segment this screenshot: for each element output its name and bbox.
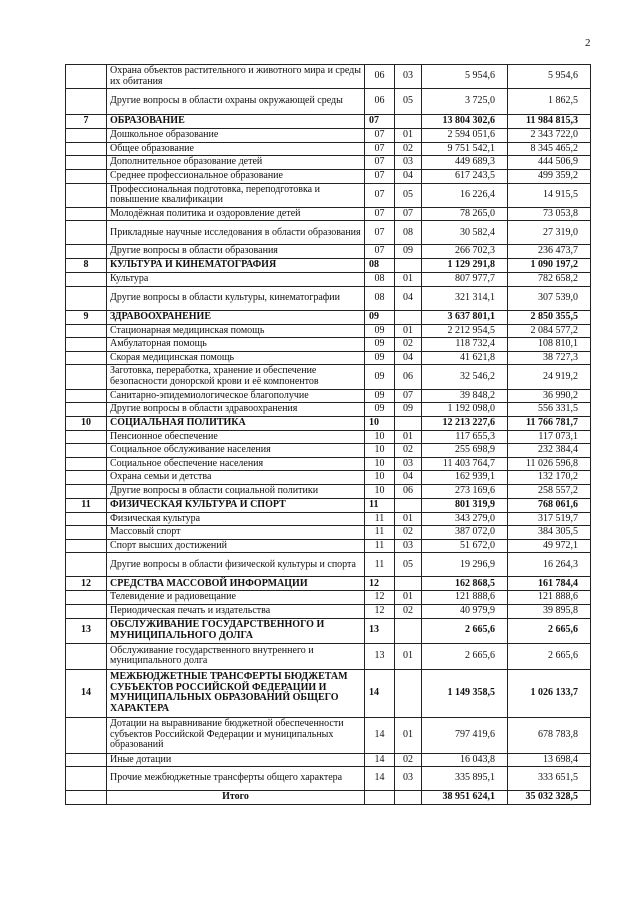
row-name-cell: Среднее профессиональное образование [107, 169, 365, 183]
row-name-cell: Прочие межбюджетные трансферты общего характера [107, 767, 365, 791]
row-subsection-cell: 01 [395, 430, 422, 444]
row-value-1-cell: 30 582,4 [422, 221, 508, 245]
row-subsection-cell: 02 [395, 338, 422, 352]
row-subsection-cell [395, 498, 422, 512]
row-name-cell: ОБРАЗОВАНИЕ [107, 115, 365, 129]
row-name-cell: Телевидение и радиовещание [107, 591, 365, 605]
table-row [66, 539, 591, 553]
table-row [66, 351, 591, 365]
table-row [66, 485, 591, 499]
row-section-cell: 09 [365, 324, 395, 338]
row-name-cell: ФИЗИЧЕСКАЯ КУЛЬТУРА И СПОРТ [107, 498, 365, 512]
row-value-2-cell: 444 506,9 [508, 156, 591, 170]
row-subsection-cell: 01 [395, 272, 422, 286]
row-value-2-cell: 556 331,5 [508, 403, 591, 417]
row-value-1-cell: 19 296,9 [422, 553, 508, 577]
row-number-cell: 8 [66, 258, 107, 272]
row-number-cell: 14 [66, 669, 107, 717]
row-section-cell: 09 [365, 365, 395, 389]
row-section-cell: 10 [365, 457, 395, 471]
row-section-cell: 10 [365, 416, 395, 430]
row-number-cell [66, 591, 107, 605]
row-value-2-cell: 1 026 133,7 [508, 669, 591, 717]
row-value-2-cell: 1 862,5 [508, 89, 591, 115]
table-row [66, 156, 591, 170]
table-body [66, 65, 591, 805]
section-row [66, 498, 591, 512]
row-value-2-cell: 8 345 465,2 [508, 142, 591, 156]
row-value-1-cell: 1 129 291,8 [422, 258, 508, 272]
table-row [66, 129, 591, 143]
row-value-1-cell: 40 979,9 [422, 605, 508, 619]
row-section-cell: 14 [365, 669, 395, 717]
row-name-cell: Охрана семьи и детства [107, 471, 365, 485]
row-name-cell: МЕЖБЮДЖЕТНЫЕ ТРАНСФЕРТЫ БЮДЖЕТАМ СУБЪЕКТОВ РОССИЙСКОЙ ФЕДЕРАЦИИ И МУНИЦИПАЛЬНЫХ ОБРАЗОВАНИЙ ОБЩЕГО ХАРАКТЕРА [107, 669, 365, 717]
row-subsection-cell: 01 [395, 643, 422, 669]
table-row [66, 65, 591, 89]
row-section-cell: 07 [365, 207, 395, 221]
row-value-2-cell: 2 343 722,0 [508, 129, 591, 143]
row-value-2-cell: 132 170,2 [508, 471, 591, 485]
row-section-cell: 12 [365, 605, 395, 619]
row-value-1-cell: 51 672,0 [422, 539, 508, 553]
row-value-2-cell: 11 026 596,8 [508, 457, 591, 471]
row-section-cell: 06 [365, 89, 395, 115]
row-value-2-cell: 236 473,7 [508, 245, 591, 259]
row-name-cell: Другие вопросы в области охраны окружающей среды [107, 89, 365, 115]
row-value-2-cell: 39 895,8 [508, 605, 591, 619]
row-name-cell: Социальное обеспечение населения [107, 457, 365, 471]
table-row [66, 365, 591, 389]
row-number-cell [66, 183, 107, 207]
row-section-cell: 06 [365, 65, 395, 89]
row-subsection-cell: 06 [395, 365, 422, 389]
table-row [66, 142, 591, 156]
row-section-cell: 13 [365, 643, 395, 669]
row-subsection-cell: 01 [395, 591, 422, 605]
row-name-cell: Социальное обслуживание населения [107, 444, 365, 458]
row-number-cell [66, 403, 107, 417]
row-subsection-cell: 01 [395, 717, 422, 753]
row-name-cell: Охрана объектов растительного и животного мира и среды их обитания [107, 65, 365, 89]
table-row [66, 767, 591, 791]
total-row [66, 791, 591, 805]
row-name-cell: Другие вопросы в области образования [107, 245, 365, 259]
row-number-cell: 13 [66, 618, 107, 643]
row-subsection-cell: 04 [395, 351, 422, 365]
row-subsection-cell: 05 [395, 89, 422, 115]
row-section-cell: 11 [365, 539, 395, 553]
row-value-1-cell: 162 939,1 [422, 471, 508, 485]
row-name-cell: Санитарно-эпидемиологическое благополучие [107, 389, 365, 403]
section-row [66, 115, 591, 129]
row-value-2-cell: 24 919,2 [508, 365, 591, 389]
row-number-cell [66, 553, 107, 577]
row-section-cell: 11 [365, 498, 395, 512]
row-value-2-cell: 384 305,5 [508, 526, 591, 540]
row-number-cell [66, 65, 107, 89]
row-value-1-cell: 335 895,1 [422, 767, 508, 791]
row-value-1-cell: 16 043,8 [422, 753, 508, 767]
row-number-cell [66, 207, 107, 221]
row-number-cell [66, 169, 107, 183]
row-subsection-cell: 02 [395, 444, 422, 458]
row-subsection-cell [395, 258, 422, 272]
row-number-cell [66, 156, 107, 170]
row-section-cell: 08 [365, 272, 395, 286]
row-number-cell [66, 142, 107, 156]
table-row [66, 457, 591, 471]
row-value-1-cell: 321 314,1 [422, 286, 508, 310]
row-value-1-cell: 1 149 358,5 [422, 669, 508, 717]
row-name-cell: Стационарная медицинская помощь [107, 324, 365, 338]
row-subsection-cell: 08 [395, 221, 422, 245]
row-value-2-cell: 333 651,5 [508, 767, 591, 791]
row-subsection-cell: 07 [395, 207, 422, 221]
row-value-1-cell: 797 419,6 [422, 717, 508, 753]
row-section-cell: 10 [365, 444, 395, 458]
row-value-1-cell: 118 732,4 [422, 338, 508, 352]
table-row [66, 526, 591, 540]
row-number-cell [66, 324, 107, 338]
row-section-cell: 08 [365, 286, 395, 310]
row-name-cell: СРЕДСТВА МАССОВОЙ ИНФОРМАЦИИ [107, 577, 365, 591]
row-section-cell: 09 [365, 351, 395, 365]
row-section-cell: 08 [365, 258, 395, 272]
row-subsection-cell: 09 [395, 245, 422, 259]
row-name-cell: Культура [107, 272, 365, 286]
row-value-2-cell: 2 665,6 [508, 643, 591, 669]
row-subsection-cell: 03 [395, 767, 422, 791]
row-section-cell: 09 [365, 389, 395, 403]
section-row [66, 618, 591, 643]
table-row [66, 207, 591, 221]
row-value-2-cell: 678 783,8 [508, 717, 591, 753]
table-row [66, 89, 591, 115]
row-value-2-cell: 258 557,2 [508, 485, 591, 499]
row-number-cell [66, 365, 107, 389]
row-number-cell [66, 457, 107, 471]
section-row [66, 669, 591, 717]
row-subsection-cell [395, 577, 422, 591]
row-number-cell: 7 [66, 115, 107, 129]
row-value-1-cell: 807 977,7 [422, 272, 508, 286]
table-row [66, 430, 591, 444]
row-value-1-cell: 41 621,8 [422, 351, 508, 365]
row-name-cell: Пенсионное обеспечение [107, 430, 365, 444]
row-section-cell: 14 [365, 717, 395, 753]
row-value-1-cell: 3 637 801,1 [422, 310, 508, 324]
row-section-cell: 10 [365, 430, 395, 444]
total-label: Итого [107, 791, 365, 805]
row-value-2-cell: 38 727,3 [508, 351, 591, 365]
table-row [66, 471, 591, 485]
row-value-2-cell: 232 384,4 [508, 444, 591, 458]
row-subsection-cell [395, 115, 422, 129]
row-value-2-cell: 11 766 781,7 [508, 416, 591, 430]
row-value-1-cell: 78 265,0 [422, 207, 508, 221]
row-number-cell [66, 717, 107, 753]
table-row [66, 389, 591, 403]
total-subsection-cell [395, 791, 422, 805]
row-name-cell: КУЛЬТУРА И КИНЕМАТОГРАФИЯ [107, 258, 365, 272]
row-name-cell: ОБСЛУЖИВАНИЕ ГОСУДАРСТВЕННОГО И МУНИЦИПАЛЬНОГО ДОЛГА [107, 618, 365, 643]
row-number-cell [66, 526, 107, 540]
row-value-2-cell: 768 061,6 [508, 498, 591, 512]
row-section-cell: 09 [365, 338, 395, 352]
row-value-1-cell: 121 888,6 [422, 591, 508, 605]
row-name-cell: Иные дотации [107, 753, 365, 767]
budget-table [65, 64, 591, 805]
row-section-cell: 07 [365, 129, 395, 143]
row-name-cell: Физическая культура [107, 512, 365, 526]
row-subsection-cell: 02 [395, 526, 422, 540]
row-value-2-cell: 161 784,4 [508, 577, 591, 591]
row-subsection-cell: 06 [395, 485, 422, 499]
row-number-cell [66, 338, 107, 352]
row-subsection-cell: 03 [395, 156, 422, 170]
row-number-cell [66, 512, 107, 526]
row-section-cell: 10 [365, 471, 395, 485]
row-name-cell: СОЦИАЛЬНАЯ ПОЛИТИКА [107, 416, 365, 430]
row-value-1-cell: 617 243,5 [422, 169, 508, 183]
row-value-2-cell: 2 850 355,5 [508, 310, 591, 324]
row-value-2-cell: 2 665,6 [508, 618, 591, 643]
row-name-cell: Амбулаторная помощь [107, 338, 365, 352]
row-value-1-cell: 13 804 302,6 [422, 115, 508, 129]
row-value-2-cell: 13 698,4 [508, 753, 591, 767]
row-value-2-cell: 1 090 197,2 [508, 258, 591, 272]
row-number-cell [66, 767, 107, 791]
row-subsection-cell [395, 416, 422, 430]
table-row [66, 221, 591, 245]
row-name-cell: Обслуживание государственного внутреннего и муниципального долга [107, 643, 365, 669]
row-number-cell [66, 605, 107, 619]
row-subsection-cell: 03 [395, 457, 422, 471]
row-number-cell [66, 389, 107, 403]
row-number-cell: 12 [66, 577, 107, 591]
row-number-cell [66, 272, 107, 286]
row-section-cell: 07 [365, 221, 395, 245]
section-row [66, 416, 591, 430]
row-section-cell: 14 [365, 767, 395, 791]
row-value-2-cell: 499 359,2 [508, 169, 591, 183]
row-value-1-cell: 1 192 098,0 [422, 403, 508, 417]
table-row [66, 183, 591, 207]
row-name-cell: Заготовка, переработка, хранение и обеспечение безопасности донорской крови и её компонентов [107, 365, 365, 389]
table-row [66, 169, 591, 183]
row-name-cell: Другие вопросы в области здравоохранения [107, 403, 365, 417]
row-value-2-cell: 14 915,5 [508, 183, 591, 207]
row-value-1-cell: 801 319,9 [422, 498, 508, 512]
row-value-1-cell: 449 689,3 [422, 156, 508, 170]
row-number-cell [66, 89, 107, 115]
section-row [66, 310, 591, 324]
row-subsection-cell: 02 [395, 142, 422, 156]
row-number-cell: 9 [66, 310, 107, 324]
row-value-2-cell: 27 319,0 [508, 221, 591, 245]
row-section-cell: 07 [365, 115, 395, 129]
row-value-2-cell: 73 053,8 [508, 207, 591, 221]
row-number-cell [66, 643, 107, 669]
section-row [66, 577, 591, 591]
row-name-cell: Другие вопросы в области культуры, кинематографии [107, 286, 365, 310]
row-section-cell: 07 [365, 142, 395, 156]
row-subsection-cell: 04 [395, 286, 422, 310]
row-name-cell: Другие вопросы в области социальной политики [107, 485, 365, 499]
row-number-cell [66, 753, 107, 767]
row-value-1-cell: 2 665,6 [422, 618, 508, 643]
row-subsection-cell: 05 [395, 553, 422, 577]
row-name-cell: Периодическая печать и издательства [107, 605, 365, 619]
table-row [66, 286, 591, 310]
total-value-1: 38 951 624,1 [422, 791, 508, 805]
table-row [66, 605, 591, 619]
section-row [66, 258, 591, 272]
table-row [66, 643, 591, 669]
row-subsection-cell: 01 [395, 324, 422, 338]
row-subsection-cell: 09 [395, 403, 422, 417]
row-value-2-cell: 49 972,1 [508, 539, 591, 553]
row-value-1-cell: 343 279,0 [422, 512, 508, 526]
row-section-cell: 09 [365, 403, 395, 417]
table-row [66, 272, 591, 286]
row-value-2-cell: 317 519,7 [508, 512, 591, 526]
total-section-cell [365, 791, 395, 805]
row-value-2-cell: 108 810,1 [508, 338, 591, 352]
row-value-1-cell: 39 848,2 [422, 389, 508, 403]
row-value-2-cell: 2 084 577,2 [508, 324, 591, 338]
row-value-2-cell: 36 990,2 [508, 389, 591, 403]
row-section-cell: 12 [365, 577, 395, 591]
row-value-1-cell: 255 698,9 [422, 444, 508, 458]
page-number: 2 [585, 37, 591, 49]
row-subsection-cell: 04 [395, 169, 422, 183]
row-value-2-cell: 782 658,2 [508, 272, 591, 286]
row-value-1-cell: 162 868,5 [422, 577, 508, 591]
row-value-2-cell: 11 984 815,3 [508, 115, 591, 129]
row-subsection-cell: 01 [395, 512, 422, 526]
table-row [66, 338, 591, 352]
row-section-cell: 10 [365, 485, 395, 499]
row-value-1-cell: 3 725,0 [422, 89, 508, 115]
row-value-2-cell: 117 073,1 [508, 430, 591, 444]
row-value-1-cell: 9 751 542,1 [422, 142, 508, 156]
row-value-2-cell: 121 888,6 [508, 591, 591, 605]
row-subsection-cell: 04 [395, 471, 422, 485]
row-number-cell [66, 245, 107, 259]
row-number-cell [66, 351, 107, 365]
row-subsection-cell: 01 [395, 129, 422, 143]
row-name-cell: Прикладные научные исследования в области образования [107, 221, 365, 245]
row-name-cell: Дошкольное образование [107, 129, 365, 143]
row-subsection-cell: 02 [395, 753, 422, 767]
row-name-cell: Молодёжная политика и оздоровление детей [107, 207, 365, 221]
table-row [66, 245, 591, 259]
row-name-cell: Дополнительное образование детей [107, 156, 365, 170]
row-section-cell: 13 [365, 618, 395, 643]
row-number-cell [66, 444, 107, 458]
row-name-cell: Спорт высших достижений [107, 539, 365, 553]
row-name-cell: Общее образование [107, 142, 365, 156]
row-section-cell: 09 [365, 310, 395, 324]
row-name-cell: Массовый спорт [107, 526, 365, 540]
row-value-1-cell: 32 546,2 [422, 365, 508, 389]
row-subsection-cell: 05 [395, 183, 422, 207]
row-value-1-cell: 2 212 954,5 [422, 324, 508, 338]
row-subsection-cell: 07 [395, 389, 422, 403]
total-number-cell [66, 791, 107, 805]
row-subsection-cell [395, 310, 422, 324]
row-value-1-cell: 266 702,3 [422, 245, 508, 259]
row-name-cell: Профессиональная подготовка, переподготовка и повышение квалификации [107, 183, 365, 207]
row-subsection-cell: 03 [395, 539, 422, 553]
table-row [66, 512, 591, 526]
table-row [66, 553, 591, 577]
row-number-cell: 10 [66, 416, 107, 430]
row-name-cell: Скорая медицинская помощь [107, 351, 365, 365]
table-row [66, 403, 591, 417]
table-row [66, 324, 591, 338]
row-name-cell: ЗДРАВООХРАНЕНИЕ [107, 310, 365, 324]
row-value-1-cell: 12 213 227,6 [422, 416, 508, 430]
row-value-2-cell: 307 539,0 [508, 286, 591, 310]
row-name-cell: Дотации на выравнивание бюджетной обеспеченности субъектов Российской Федерации и муниципальных образований [107, 717, 365, 753]
total-value-2: 35 032 328,5 [508, 791, 591, 805]
row-number-cell [66, 485, 107, 499]
row-value-1-cell: 2 665,6 [422, 643, 508, 669]
row-value-1-cell: 16 226,4 [422, 183, 508, 207]
row-name-cell: Другие вопросы в области физической культуры и спорта [107, 553, 365, 577]
row-section-cell: 07 [365, 169, 395, 183]
row-section-cell: 07 [365, 245, 395, 259]
row-value-1-cell: 273 169,6 [422, 485, 508, 499]
row-value-1-cell: 117 655,3 [422, 430, 508, 444]
row-subsection-cell [395, 669, 422, 717]
row-section-cell: 12 [365, 591, 395, 605]
row-section-cell: 07 [365, 183, 395, 207]
row-value-2-cell: 5 954,6 [508, 65, 591, 89]
table-row [66, 444, 591, 458]
row-number-cell [66, 471, 107, 485]
row-number-cell [66, 221, 107, 245]
table-row [66, 591, 591, 605]
row-subsection-cell: 03 [395, 65, 422, 89]
row-section-cell: 11 [365, 526, 395, 540]
row-section-cell: 11 [365, 512, 395, 526]
row-number-cell: 11 [66, 498, 107, 512]
table-row [66, 753, 591, 767]
row-value-1-cell: 2 594 051,6 [422, 129, 508, 143]
row-subsection-cell [395, 618, 422, 643]
row-value-1-cell: 387 072,0 [422, 526, 508, 540]
row-value-2-cell: 16 264,3 [508, 553, 591, 577]
row-subsection-cell: 02 [395, 605, 422, 619]
row-number-cell [66, 286, 107, 310]
row-value-1-cell: 5 954,6 [422, 65, 508, 89]
row-section-cell: 11 [365, 553, 395, 577]
row-number-cell [66, 539, 107, 553]
row-number-cell [66, 430, 107, 444]
row-value-1-cell: 11 403 764,7 [422, 457, 508, 471]
row-section-cell: 14 [365, 753, 395, 767]
row-section-cell: 07 [365, 156, 395, 170]
table-row [66, 717, 591, 753]
row-number-cell [66, 129, 107, 143]
